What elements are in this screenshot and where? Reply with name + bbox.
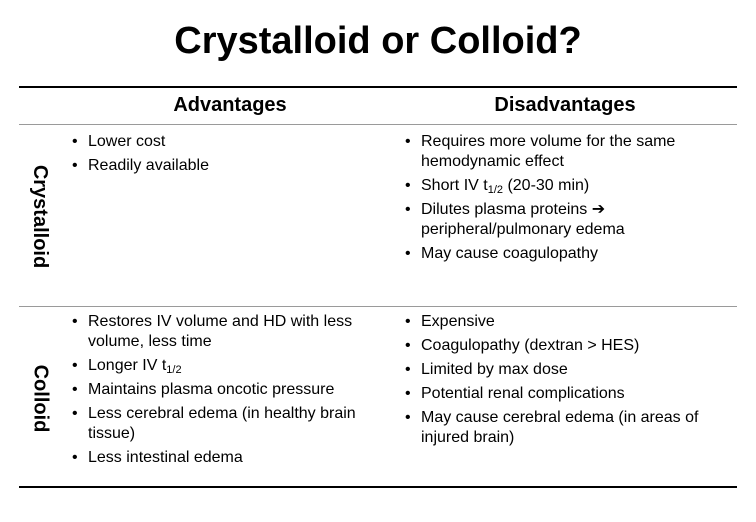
list-item: • Coagulopathy (dextran > HES)	[403, 336, 733, 356]
row-divider-rule	[19, 306, 737, 307]
list-item: • Potential renal complications	[403, 384, 733, 404]
list-item: • Less intestinal edema	[70, 448, 390, 468]
list-item: • Readily available	[70, 156, 390, 176]
advantages-header: Advantages	[173, 94, 287, 116]
colloid-advantages-list	[70, 312, 390, 472]
list-item: • Dilutes plasma proteins ➔ peripheral/pulmonary edema	[403, 200, 733, 240]
crystalloid-disadvantages-list	[403, 132, 733, 268]
colloid-disadvantages-list	[403, 312, 733, 452]
list-item: • Restores IV volume and HD with less volume, less time	[70, 312, 390, 352]
page-title: Crystalloid or Colloid?	[174, 20, 582, 62]
crystalloid-advantages-list	[70, 132, 390, 180]
row-label-crystalloid-text: Crystalloid	[29, 164, 52, 268]
longer-iv-half-life-text: Longer IV t	[88, 357, 167, 374]
half-life-subscript: 1/2	[487, 184, 503, 196]
list-item: • May cause coagulopathy	[403, 244, 733, 264]
short-iv-duration-text: (20-30 min)	[503, 177, 590, 194]
row-label-crystalloid	[20, 128, 60, 304]
table-bottom-rule	[19, 486, 737, 488]
row-label-colloid-text: Colloid	[29, 364, 52, 432]
list-item: • Requires more volume for the same hemodynamic effect	[403, 132, 733, 172]
list-item: • Expensive	[403, 312, 733, 332]
short-iv-half-life-text: Short IV t	[421, 177, 488, 194]
list-item: • Maintains plasma oncotic pressure	[70, 380, 390, 400]
header-top-rule	[19, 86, 737, 88]
list-item: • Less cerebral edema (in healthy brain tissue)	[70, 404, 390, 444]
list-item: • May cause cerebral edema (in areas of injured brain)	[403, 408, 733, 448]
list-item	[70, 356, 390, 376]
list-item	[403, 176, 733, 196]
row-label-colloid	[20, 310, 60, 486]
list-item: • Lower cost	[70, 132, 390, 152]
list-item: • Limited by max dose	[403, 360, 733, 380]
header-bottom-rule	[19, 124, 737, 125]
half-life-subscript: 1/2	[166, 364, 182, 376]
disadvantages-header: Disadvantages	[494, 94, 636, 116]
